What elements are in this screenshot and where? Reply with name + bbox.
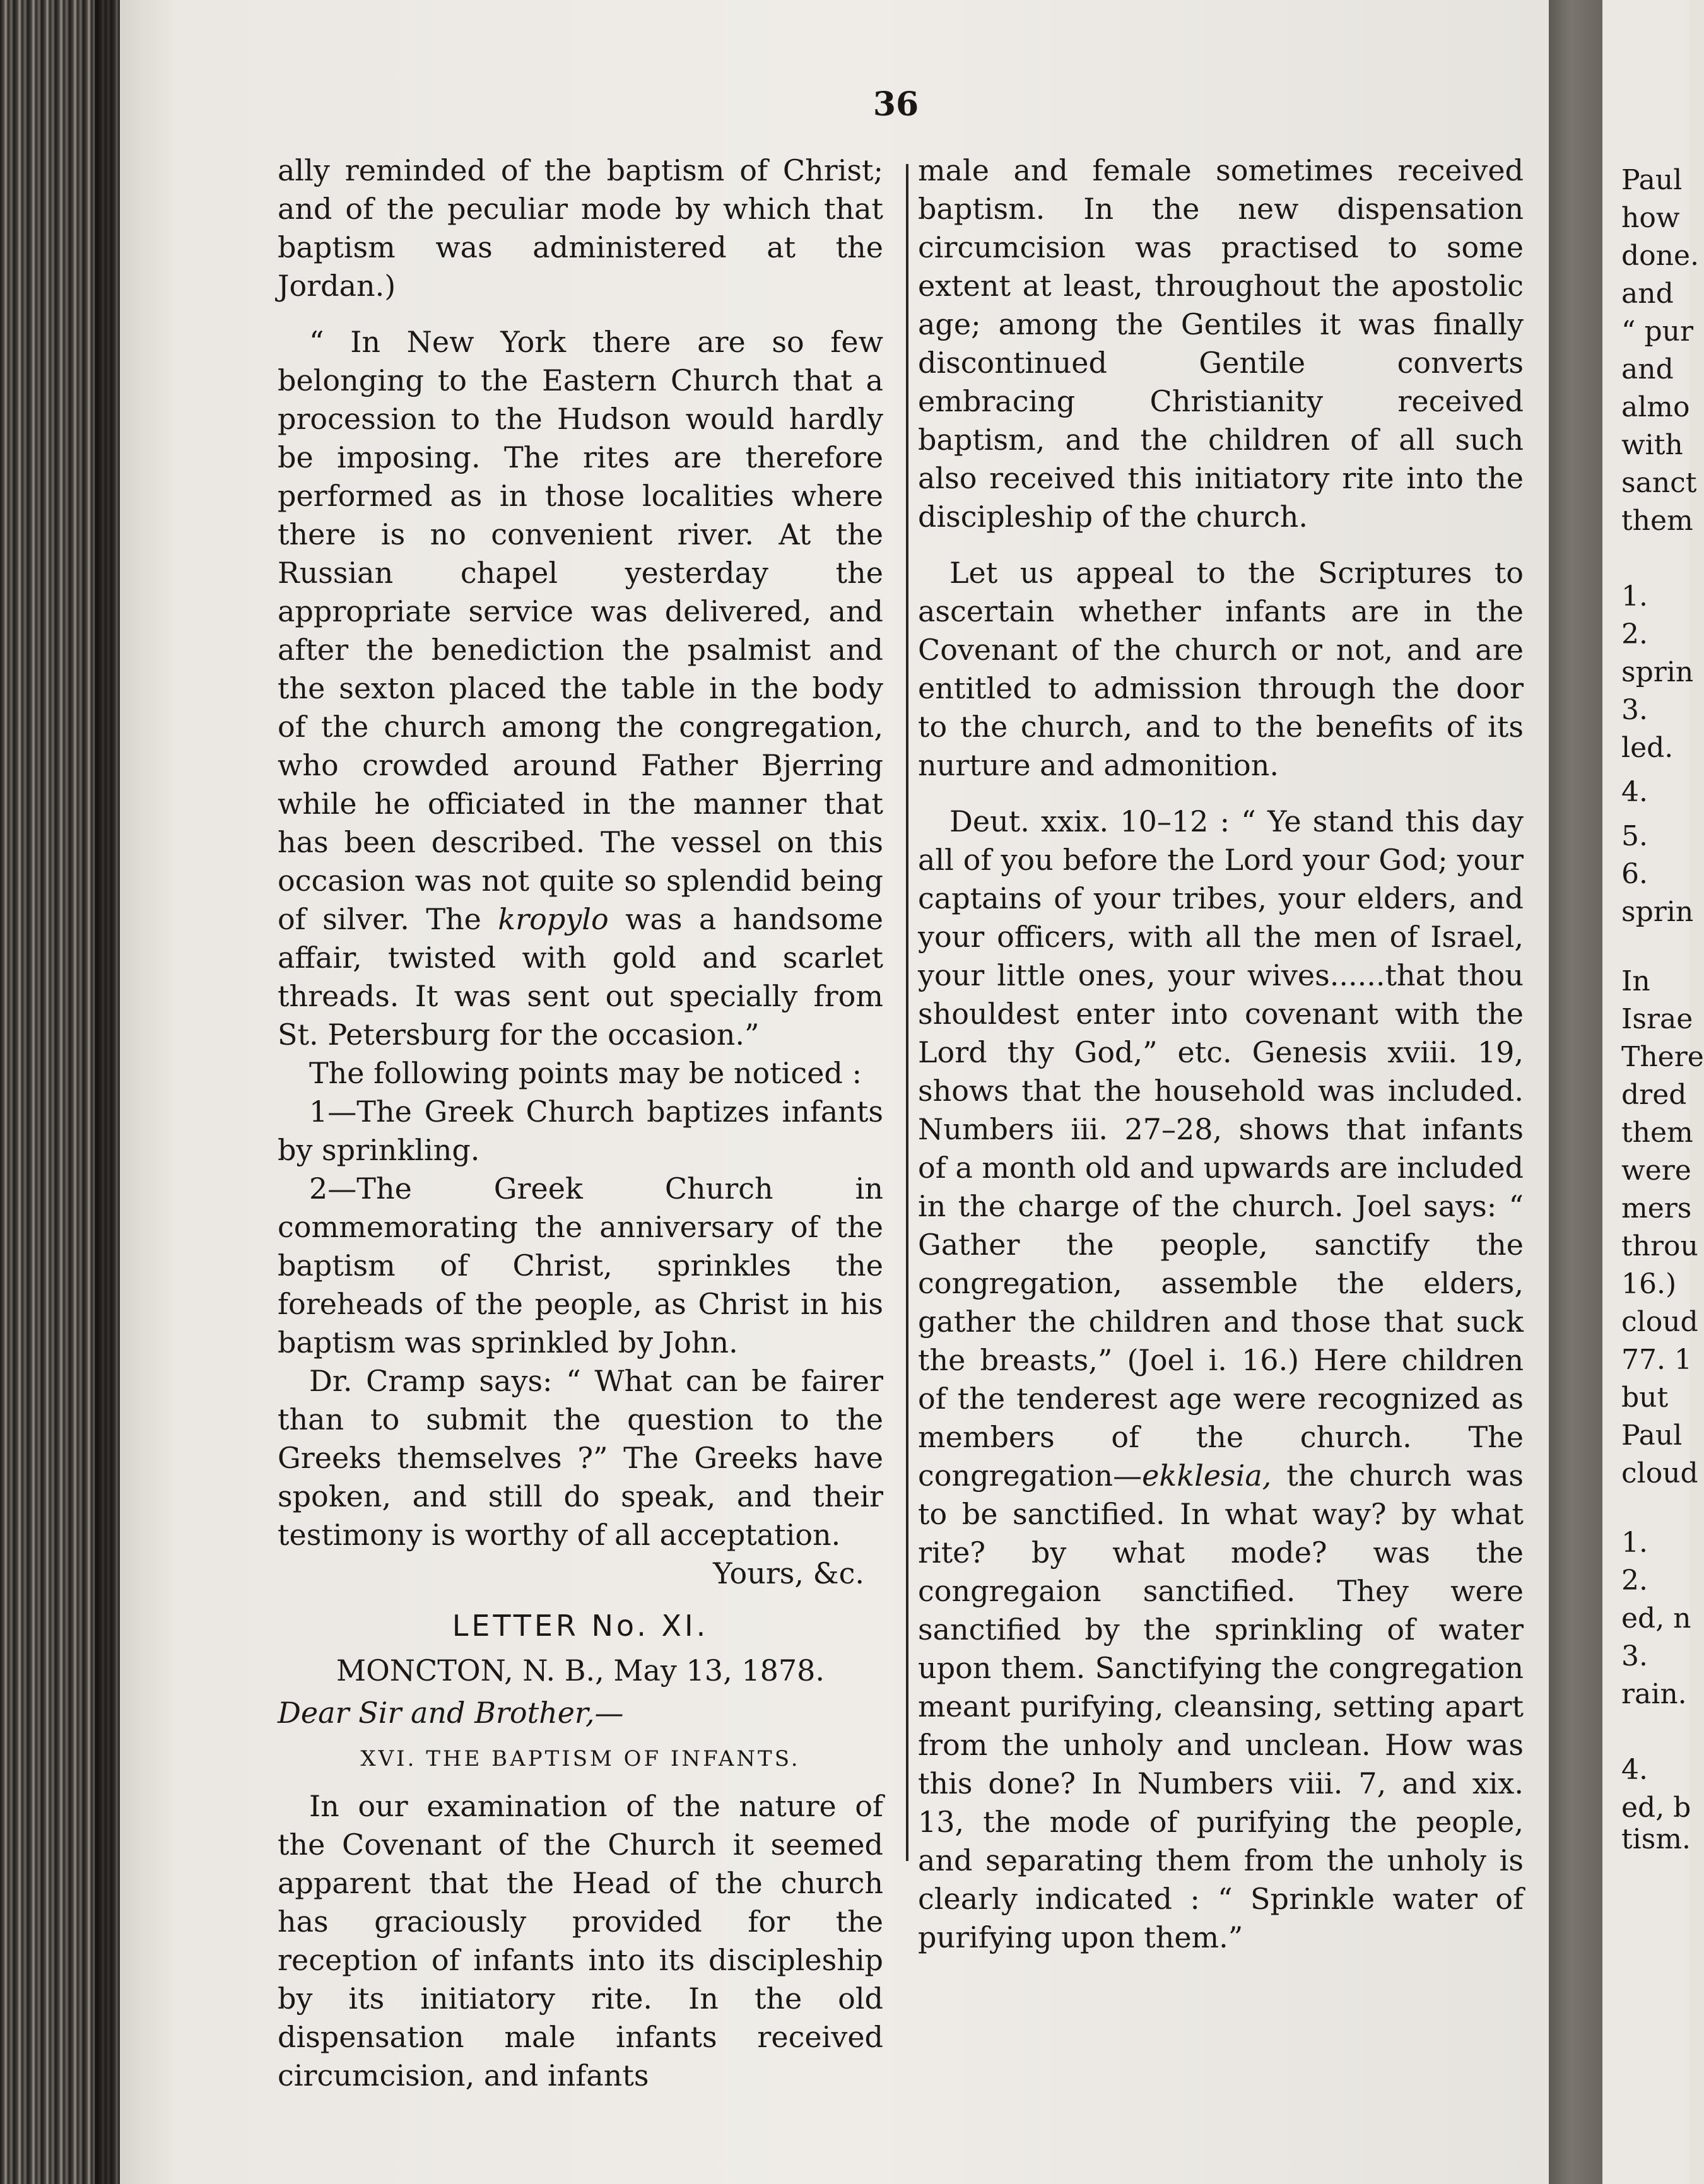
- fragment-line: them: [1621, 505, 1693, 537]
- fragment-line: rain.: [1621, 1678, 1687, 1710]
- book-spine: [1549, 0, 1602, 2184]
- fragment-line: 6.: [1621, 858, 1648, 890]
- italic-term: kropylo: [498, 902, 609, 936]
- fragment-line: sprin: [1621, 896, 1694, 928]
- fragment-line: 1.: [1621, 1527, 1648, 1559]
- fragment-line: how: [1621, 202, 1680, 234]
- paragraph: [918, 802, 1524, 1957]
- fragment-line: them: [1621, 1117, 1693, 1149]
- fragment-line: sprin: [1621, 656, 1694, 688]
- fragment-line: Paul: [1621, 164, 1683, 196]
- fragment-line: and: [1621, 278, 1674, 310]
- fragment-line: sanct: [1621, 467, 1697, 499]
- fragment-line: “ pur: [1621, 315, 1694, 348]
- fragment-line: with: [1621, 429, 1683, 461]
- fragment-line: but: [1621, 1382, 1669, 1414]
- fragment-line: 2.: [1621, 1565, 1648, 1597]
- fragment-line: 16.): [1621, 1268, 1677, 1300]
- paragraph: 1—The Greek Church baptizes infants by sprinkling.: [278, 1095, 883, 1167]
- fragment-line: Israe: [1621, 1003, 1693, 1035]
- middle-column: [918, 151, 1524, 1957]
- fragment-line: cloud: [1621, 1306, 1698, 1338]
- salutation: Dear Sir and Brother,—: [278, 1696, 624, 1730]
- page-number: 36: [873, 85, 919, 124]
- paragraph: male and female sometimes received baptism. In the new dispensation circumcision was practised to some extent at least, throughout the apostolic age; among the Gentiles it was finally discontinued Gentile converts embracing Christianity received baptism, and the children of all such also received this initiatory rite into the discipleship of the church.: [918, 153, 1524, 534]
- text: “ In New York there are so few belonging to the Eastern Church that a procession to the Hudson would hardly be imposing. The rites are therefore performed as in those localities where there is no convenient river. At the Russian chapel yesterday the appropriate service was delivered, and after the benediction the psalmist and the sexton placed the table in the body of the church among the congregation, who crowded around Father Bjerring while he officiated in the manner that has been described. The vessel on this occasion was not quite so splendid being of silver. The: [278, 325, 883, 936]
- fragment-line: were: [1621, 1154, 1691, 1187]
- fragment-line: and: [1621, 353, 1674, 385]
- fragment-line: There: [1621, 1041, 1704, 1073]
- fragment-line: 3.: [1621, 1640, 1648, 1672]
- fragment-line: 1.: [1621, 580, 1648, 613]
- section-heading: XVI. THE BAPTISM OF INFANTS.: [360, 1746, 801, 1771]
- paragraph: [278, 323, 883, 1054]
- column-divider: [906, 164, 908, 1861]
- fragment-line: cloud: [1621, 1457, 1698, 1489]
- fragment-line: throu: [1621, 1230, 1698, 1262]
- fragment-line: dred: [1621, 1079, 1687, 1111]
- fragment-line: 5.: [1621, 820, 1648, 852]
- fragment-line: led.: [1621, 732, 1674, 764]
- text: Deut. xxix. 10–12 : “ Ye stand this day all of you before the Lord your God; your captains of your tribes, your elders, and your officers, with all the men of Israel, your little ones, your wives......that thou shouldest enter into covenant with the Lord thy God,” etc. Genesis xviii. 19, shows that the household was included. Numbers iii. 27–28, shows that infants of a month old and upwards are included in the charge of the church. Joel says: “ Gather the people, sanctify the congregation, assemble the elders, gather the children and those that suck the breasts,” (Joel i. 16.) Here children of the tenderest age were recognized as members of the church. The congregation—: [918, 804, 1524, 1493]
- italic-term: ekklesia,: [1142, 1459, 1272, 1493]
- fragment-line: ed, b: [1621, 1792, 1691, 1824]
- fragment-line: 4.: [1621, 776, 1648, 808]
- paragraph: 2—The Greek Church in commemorating the anniversary of the baptism of Christ, sprinkles the foreheads of the people, as Christ in his baptism was sprinkled by John.: [278, 1171, 883, 1359]
- fragment-line: tism.: [1621, 1823, 1691, 1855]
- fragment-line: 4.: [1621, 1754, 1648, 1786]
- paragraph: Dr. Cramp says: “ What can be fairer than to submit the question to the Greeks themselves ?” The Greeks have spoken, and still do speak, and their testimony is worthy of all acceptation.: [278, 1364, 883, 1552]
- paragraph: ally reminded of the baptism of Christ; and of the peculiar mode by which that baptism was administered at the Jordan.): [278, 153, 883, 303]
- fragment-line: mers: [1621, 1192, 1692, 1224]
- fragment-line: almo: [1621, 391, 1690, 423]
- left-column: [278, 151, 883, 2095]
- fragment-line: 77. 1: [1621, 1344, 1692, 1376]
- paragraph: Let us appeal to the Scriptures to ascertain whether infants are in the Covenant of the church or not, and are entitled to admission through the door to the church, and to the benefits of its nurture and admonition.: [918, 556, 1524, 782]
- text: the church was to be sanctified. In what way? by what rite? by what mode? was the congregaion sanctified. They were sanctified by the sprinkling of water upon them. Sanctifying the congregation meant purifying, cleansing, setting apart from the unholy and unclean. How was this done? In Numbers viii. 7, and xix. 13, the mode of purifying the people, and separating them from the unholy is clearly indicated : “ Sprinkle water of purifying upon them.”: [918, 1459, 1524, 1954]
- paragraph: The following points may be noticed :: [309, 1056, 862, 1090]
- paragraph: In our examination of the nature of the Covenant of the Church it seemed apparent that the Head of the church has graciously provided for the reception of infants into its discipleship by its initiatory rite. In the old dispensation male infants received circumcision, and infants: [278, 1789, 883, 2093]
- fragment-line: 2.: [1621, 618, 1648, 650]
- fragment-line: In: [1621, 965, 1650, 997]
- signoff: Yours, &c.: [713, 1556, 864, 1590]
- fragment-line: Paul: [1621, 1419, 1683, 1452]
- text: was a handsome affair, twisted with gold and scarlet threads. It was sent out specially from St. Petersburg for the occasion.”: [278, 902, 884, 1052]
- adjacent-page-fragment: [1602, 0, 1704, 2184]
- fragment-line: 3.: [1621, 694, 1648, 726]
- letter-heading: LETTER No. XI.: [452, 1609, 709, 1643]
- fragment-line: ed, n: [1621, 1602, 1691, 1635]
- fragment-line: done.: [1621, 240, 1700, 272]
- dateline: MONCTON, N. B., May 13, 1878.: [336, 1653, 825, 1688]
